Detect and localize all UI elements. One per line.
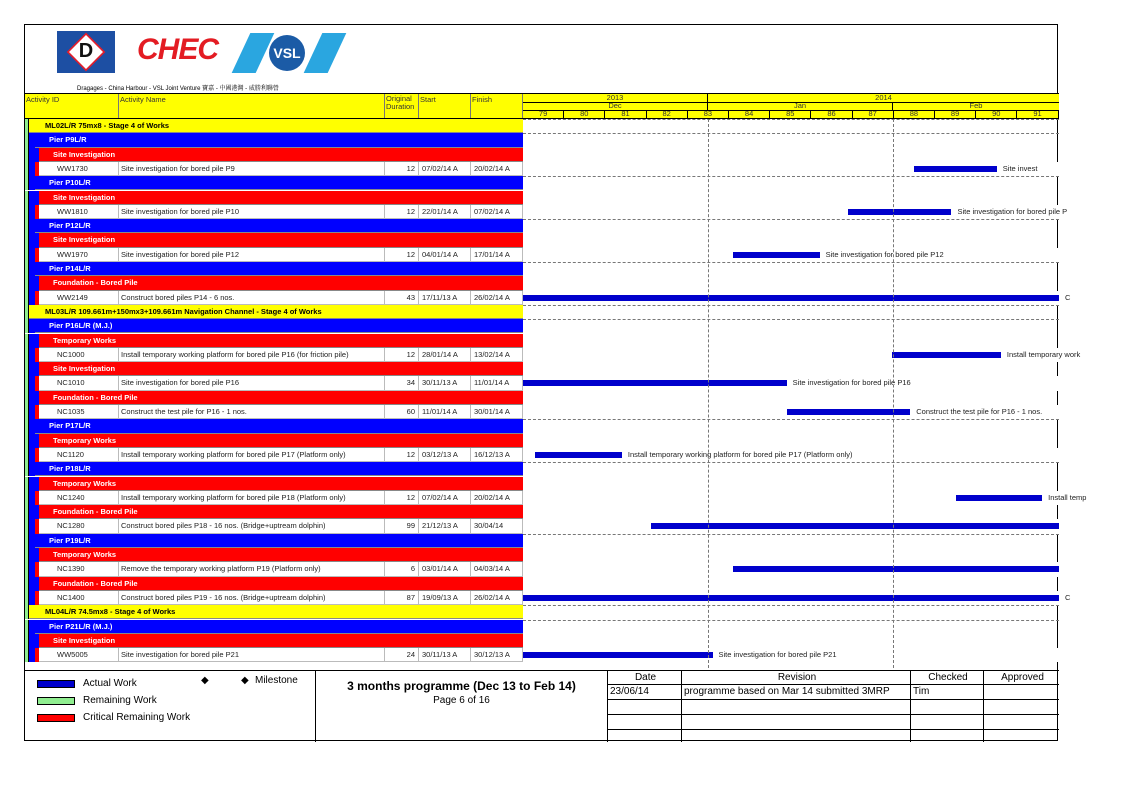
vsl-logo	[233, 33, 339, 73]
activity-finish: 11/01/14 A	[471, 376, 523, 390]
activity-finish: 30/04/14	[471, 519, 523, 533]
actual-work-swatch	[37, 680, 75, 688]
activity-name: Remove the temporary working platform P19 (Platform only)	[119, 562, 385, 576]
activity-name: Site investigation for bored pile P16	[119, 376, 385, 390]
year-2014: 2014	[875, 93, 892, 102]
group-heading: Site Investigation	[39, 148, 523, 162]
activity-start: 30/11/13 A	[419, 376, 471, 390]
week-cell: 86	[811, 110, 852, 118]
activity-duration: 12	[385, 491, 419, 505]
activity-id: WW1730	[39, 162, 119, 176]
gantt-bar	[733, 566, 1059, 572]
activity-start: 28/01/14 A	[419, 348, 471, 362]
week-cell: 89	[935, 110, 976, 118]
activity-start: 07/02/14 A	[419, 162, 471, 176]
rev-empty-cell	[911, 730, 984, 742]
activity-start: 30/11/13 A	[419, 648, 471, 662]
activity-duration: 6	[385, 562, 419, 576]
bar-label: Install temp	[1048, 492, 1087, 502]
month-divider	[893, 119, 894, 668]
bar-label: Site investigation for bored pile P21	[718, 650, 837, 660]
group-heading: Foundation - Bored Pile	[39, 505, 523, 519]
group-divider	[523, 319, 1059, 320]
gantt-bar	[848, 209, 951, 215]
activity-duration: 34	[385, 376, 419, 390]
group-divider	[523, 262, 1059, 263]
activity-duration: 12	[385, 248, 419, 262]
group-heading: Foundation - Bored Pile	[39, 391, 523, 405]
programme-title: 3 months programme (Dec 13 to Feb 14)	[347, 679, 576, 693]
rev-empty-cell	[984, 700, 1059, 715]
activity-name: Site investigation for bored pile P12	[119, 248, 385, 262]
col-start: Start	[419, 94, 471, 118]
gantt-bar	[523, 295, 1059, 301]
activity-id: WW1810	[39, 205, 119, 219]
group-heading: Foundation - Bored Pile	[39, 276, 523, 290]
activity-start: 07/02/14 A	[419, 491, 471, 505]
group-heading: Site Investigation	[39, 233, 523, 247]
group-heading: Pier P16L/R (M.J.)	[35, 319, 523, 333]
activity-finish: 04/03/14 A	[471, 562, 523, 576]
group-divider	[523, 462, 1059, 463]
bar-label: Install temporary working platform for bored pile P17 (Platform only)	[627, 449, 853, 459]
activity-duration: 87	[385, 591, 419, 605]
remaining-work-label: Remaining Work	[83, 695, 157, 706]
actual-work-label: Actual Work	[83, 678, 137, 689]
month-feb: Feb	[969, 101, 983, 110]
group-heading: Pier P17L/R	[35, 419, 523, 433]
rev-empty-cell	[984, 730, 1059, 742]
group-divider	[523, 605, 1059, 606]
group-heading: Pier P19L/R	[35, 534, 523, 548]
col-duration: Original Duration	[385, 94, 419, 118]
activity-name: Install temporary working platform for bored pile P18 (Platform only)	[119, 491, 385, 505]
group-heading: Site Investigation	[39, 191, 523, 205]
group-divider	[523, 219, 1059, 220]
group-heading: Pier P21L/R (M.J.)	[35, 620, 523, 634]
rev-header-date: Date	[608, 671, 682, 685]
group-heading: Foundation - Bored Pile	[39, 577, 523, 591]
activity-id: NC1035	[39, 405, 119, 419]
activity-start: 03/01/14 A	[419, 562, 471, 576]
group-divider	[523, 620, 1059, 621]
logo-area	[25, 25, 1059, 95]
gantt-bar	[956, 495, 1043, 501]
activity-id: WW5005	[39, 648, 119, 662]
week-cell: 90	[976, 110, 1017, 118]
activity-id: NC1390	[39, 562, 119, 576]
group-heading: Pier P10L/R	[35, 176, 523, 190]
activity-finish: 13/02/14 A	[471, 348, 523, 362]
gantt-bar	[523, 595, 1059, 601]
rev-checked: Tim	[911, 685, 984, 700]
bar-label: Site investigation for bored pile P16	[792, 378, 911, 388]
timeline-weeks	[523, 110, 1059, 119]
activity-id: WW1970	[39, 248, 119, 262]
rev-empty-cell	[911, 715, 984, 730]
milestone-diamond-icon: ◆	[201, 675, 209, 686]
activity-id: NC1280	[39, 519, 119, 533]
bar-label: C	[1065, 592, 1071, 602]
activity-start: 21/12/13 A	[419, 519, 471, 533]
week-cell: 88	[894, 110, 935, 118]
activity-name: Site investigation for bored pile P10	[119, 205, 385, 219]
chec-logo: CHEC	[137, 33, 219, 66]
dragages-logo	[57, 31, 115, 73]
gantt-bar	[523, 380, 787, 386]
activity-finish: 20/02/14 A	[471, 162, 523, 176]
col-activity-name: Activity Name	[119, 94, 385, 118]
activity-start: 11/01/14 A	[419, 405, 471, 419]
gantt-bar	[523, 652, 713, 658]
activity-id: NC1120	[39, 448, 119, 462]
rev-empty-cell	[682, 730, 911, 742]
activity-finish: 26/02/14 A	[471, 291, 523, 305]
activity-name: Site investigation for bored pile P21	[119, 648, 385, 662]
rev-empty-cell	[984, 715, 1059, 730]
milestone-icon: ◆	[241, 675, 249, 686]
activity-id: WW2149	[39, 291, 119, 305]
bar-label: Site investigation for bored pile P12	[825, 249, 944, 259]
activity-duration: 60	[385, 405, 419, 419]
month-divider	[708, 119, 709, 668]
group-divider	[523, 119, 1059, 120]
bar-label: Install temporary work	[1006, 349, 1081, 359]
week-cell: 87	[853, 110, 894, 118]
group-heading: Temporary Works	[39, 477, 523, 491]
vsl-logo-text: VSL	[269, 35, 305, 71]
page-number: Page 6 of 16	[433, 695, 490, 706]
remaining-work-swatch	[37, 697, 75, 705]
bar-label: Site investigation for bored pile P	[957, 206, 1068, 216]
activity-finish: 17/01/14 A	[471, 248, 523, 262]
title-block	[316, 671, 608, 742]
rev-date: 23/06/14	[608, 685, 682, 700]
group-heading: Pier P14L/R	[35, 262, 523, 276]
bar-label: Construct the test pile for P16 - 1 nos.	[916, 407, 1043, 416]
activity-name: Install temporary working platform for bored pile P17 (Platform only)	[119, 448, 385, 462]
rev-empty-cell	[608, 700, 682, 715]
activity-name: Install temporary working platform for bored pile P16 (for friction pile)	[119, 348, 385, 362]
activity-start: 19/09/13 A	[419, 591, 471, 605]
bar-label: C	[1065, 292, 1071, 302]
col-finish: Finish	[471, 94, 523, 118]
legend-box	[25, 671, 316, 742]
activity-start: 04/01/14 A	[419, 248, 471, 262]
group-heading: ML03L/R 109.661m+150mx3+109.661m Navigation Channel - Stage 4 of Works	[29, 305, 523, 319]
table-header	[25, 93, 1059, 119]
rev-header-revision: Revision	[682, 671, 911, 685]
activity-finish: 26/02/14 A	[471, 591, 523, 605]
month-dec: Dec	[523, 102, 708, 110]
col-activity-id: Activity ID	[25, 94, 119, 118]
gantt-bar	[914, 166, 996, 172]
group-divider	[523, 534, 1059, 535]
group-heading: Temporary Works	[39, 334, 523, 348]
activity-start: 17/11/13 A	[419, 291, 471, 305]
page-frame	[24, 24, 1087, 741]
group-heading: Site Investigation	[39, 634, 523, 648]
group-heading: Pier P9L/R	[35, 133, 523, 147]
group-divider	[523, 419, 1059, 420]
critical-remaining-work-label: Critical Remaining Work	[83, 712, 191, 723]
rev-approved	[984, 685, 1059, 700]
activity-name: Construct bored piles P19 - 16 nos. (Bridge+uptream dolphin)	[119, 591, 385, 605]
activity-finish: 07/02/14 A	[471, 205, 523, 219]
activity-start: 22/01/14 A	[419, 205, 471, 219]
gantt-bar	[892, 352, 1001, 358]
rev-empty-cell	[682, 715, 911, 730]
gantt-chart	[523, 119, 1087, 668]
activity-name: Construct bored piles P14 - 6 nos.	[119, 291, 385, 305]
year-2013: 2013	[523, 94, 708, 102]
revision-table	[608, 671, 1059, 742]
week-cell: 81	[605, 110, 646, 118]
rev-empty-cell	[608, 715, 682, 730]
gantt-bar	[651, 523, 1059, 529]
group-heading: Pier P18L/R	[35, 462, 523, 476]
gantt-bar	[733, 252, 820, 258]
week-cell: 84	[729, 110, 770, 118]
legend-area	[25, 670, 1059, 742]
gantt-bar	[787, 409, 911, 415]
group-heading: ML04L/R 74.5mx8 - Stage 4 of Works	[29, 605, 523, 619]
week-cell: 85	[770, 110, 811, 118]
group-heading: ML02L/R 75mx8 - Stage 4 of Works	[29, 119, 523, 133]
group-heading: Temporary Works	[39, 548, 523, 562]
group-divider	[523, 305, 1059, 306]
group-heading: Site Investigation	[39, 362, 523, 376]
jv-text: Dragages - China Harbour - VSL Joint Venture 寶嘉 - 中國港灣 - 威勝利聯營	[77, 86, 279, 92]
rev-description: programme based on Mar 14 submitted 3MRP	[682, 685, 911, 700]
group-divider	[523, 176, 1059, 177]
activity-duration: 12	[385, 348, 419, 362]
milestone-label: Milestone	[255, 675, 298, 686]
activity-id: NC1000	[39, 348, 119, 362]
activity-duration: 43	[385, 291, 419, 305]
week-cell: 82	[647, 110, 688, 118]
activity-name: Construct the test pile for P16 - 1 nos.	[119, 405, 385, 419]
activity-start: 03/12/13 A	[419, 448, 471, 462]
group-divider	[523, 133, 1059, 134]
activity-name: Construct bored piles P18 - 16 nos. (Bridge+uptream dolphin)	[119, 519, 385, 533]
week-cell: 80	[564, 110, 605, 118]
week-cell: 83	[688, 110, 729, 118]
gantt-bar	[535, 452, 622, 458]
group-heading: Temporary Works	[39, 434, 523, 448]
rev-empty-cell	[911, 700, 984, 715]
activity-finish: 16/12/13 A	[471, 448, 523, 462]
activity-finish: 30/01/14 A	[471, 405, 523, 419]
activity-finish: 30/12/13 A	[471, 648, 523, 662]
rev-header-approved: Approved	[984, 671, 1059, 685]
critical-remaining-work-swatch	[37, 714, 75, 722]
activity-duration: 12	[385, 162, 419, 176]
group-heading: Pier P12L/R	[35, 219, 523, 233]
activity-duration: 24	[385, 648, 419, 662]
activity-duration: 12	[385, 205, 419, 219]
dragages-logo-text: D	[78, 40, 94, 62]
rev-empty-cell	[608, 730, 682, 742]
week-cell: 79	[523, 110, 564, 118]
activity-id: NC1400	[39, 591, 119, 605]
activity-duration: 99	[385, 519, 419, 533]
month-jan: Jan	[708, 102, 893, 110]
activity-id: NC1240	[39, 491, 119, 505]
bar-label: Site invest	[1002, 163, 1038, 173]
activity-finish: 20/02/14 A	[471, 491, 523, 505]
activity-duration: 12	[385, 448, 419, 462]
week-cell: 91	[1017, 110, 1058, 118]
rev-empty-cell	[682, 700, 911, 715]
activity-name: Site investigation for bored pile P9	[119, 162, 385, 176]
rev-header-checked: Checked	[911, 671, 984, 685]
activity-id: NC1010	[39, 376, 119, 390]
